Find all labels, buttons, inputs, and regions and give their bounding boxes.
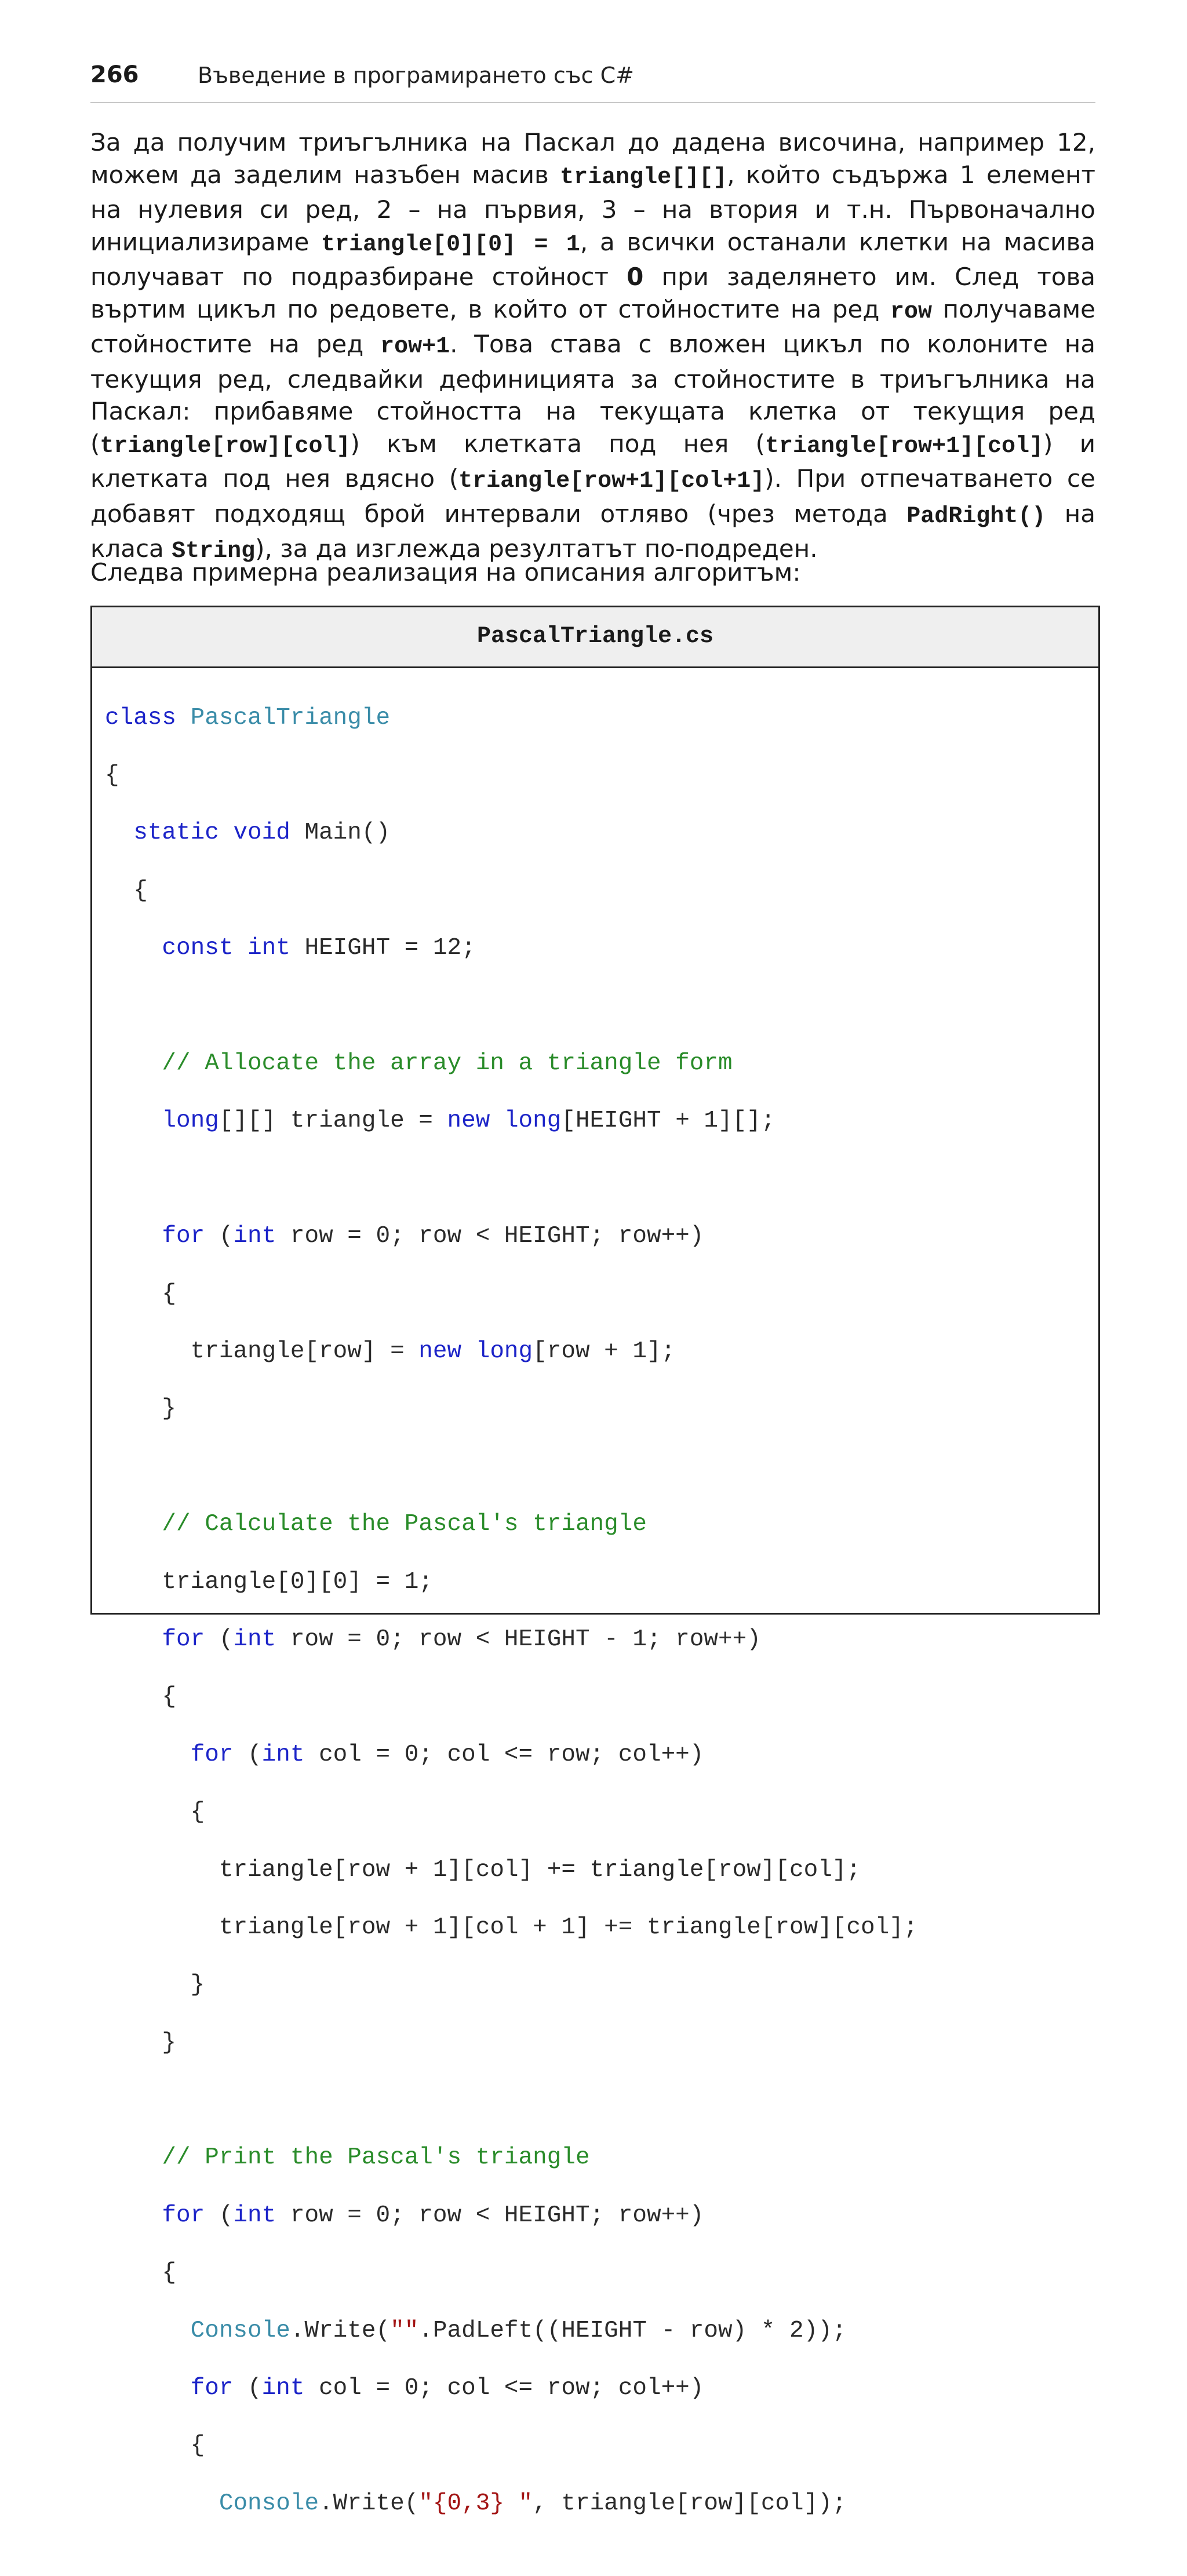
code-line: for (int col = 0; col <= row; col++) — [190, 2375, 704, 2402]
code-line: { — [162, 2260, 177, 2287]
code-line: class PascalTriangle — [105, 704, 391, 731]
code-line: triangle[0][0] = 1; — [162, 1568, 433, 1595]
text-line: За да получим триъгълника на Паскал до дадена височина, например 12, — [90, 128, 1095, 156]
text-line: получават по подразбиране стойност 0 при заделянето им. След това — [90, 263, 1095, 291]
bold-value: 0 — [627, 263, 644, 291]
code-line: for (int row = 0; row < HEIGHT - 1; row++) — [162, 1626, 761, 1653]
text-line: класа String), за да изглежда резултатът по-подреден. — [90, 534, 818, 564]
code-line: for (int row = 0; row < HEIGHT; row++) — [162, 2202, 704, 2229]
inline-code: triangle[0][0] = 1 — [321, 231, 580, 258]
text-line: на нулевия си ред, 2 – на първия, 3 – на втория и т.н. Първоначално — [90, 195, 1095, 224]
inline-code: row — [890, 298, 932, 325]
code-line: } — [190, 1972, 205, 1999]
page-number: 266 — [90, 61, 139, 88]
code-line: // Allocate the array in a triangle form — [162, 1050, 733, 1077]
lead-sentence: Следва примерна реализация на описания алгоритъм: — [90, 558, 801, 586]
code-line: // Print the Pascal's triangle — [162, 2144, 590, 2171]
code-line: // Calculate the Pascal's triangle — [162, 1511, 647, 1538]
code-line — [105, 1453, 1098, 1482]
code-line: triangle[row + 1][col] += triangle[row][col]; — [219, 1856, 861, 1883]
code-line: triangle[row + 1][col + 1] += triangle[row][col]; — [219, 1914, 918, 1941]
code-body — [92, 668, 1098, 2576]
code-line: } — [162, 2029, 177, 2056]
inline-code: triangle[row][col] — [100, 433, 351, 460]
code-line: { — [162, 1684, 177, 1711]
inline-code: triangle[][] — [560, 164, 727, 191]
body-paragraph — [90, 126, 1095, 568]
inline-code: triangle[row+1][col] — [764, 433, 1044, 460]
text-line: Паскал: прибавяме стойността на текущата клетка от текущия ред — [90, 397, 1095, 425]
book-title: Въведение в програмирането със C# — [198, 63, 634, 88]
page-header — [90, 58, 1095, 103]
inline-code: row+1 — [380, 334, 450, 360]
code-line: Console.Write("".PadLeft((HEIGHT - row) * 2)); — [190, 2317, 847, 2344]
text-line: въртим цикъл по редовете, в който от стойностите на ред row получаваме — [90, 294, 1095, 325]
inline-code: String — [172, 538, 256, 564]
inline-code: triangle[row+1][col+1] — [458, 468, 765, 494]
text-line: текущия ред, следвайки дефиницията за стойностите в триъгълника на — [90, 365, 1095, 393]
code-line — [105, 1165, 1098, 1194]
text-line: инициализираме triangle[0][0] = 1, а всички останали клетки на масива — [90, 227, 1095, 258]
text-line: стойностите на ред row+1. Това става с вложен цикъл по колоните на — [90, 330, 1095, 360]
text-line: (triangle[row][col]) към клетката под нея (triangle[row+1][col]) и — [90, 429, 1095, 460]
code-line: for (int row = 0; row < HEIGHT; row++) — [162, 1223, 704, 1250]
code-line: { — [105, 762, 119, 789]
code-listing — [90, 606, 1100, 2517]
code-line: long[][] triangle = new long[HEIGHT + 1][]; — [162, 1107, 775, 1135]
code-line: } — [162, 1396, 177, 1423]
code-line: { — [190, 1799, 205, 1826]
code-line: { — [190, 2432, 205, 2460]
code-line — [105, 2086, 1098, 2115]
code-line: static void Main() — [133, 819, 391, 847]
code-line: { — [133, 877, 148, 904]
code-line: for (int col = 0; col <= row; col++) — [190, 1741, 704, 1768]
code-listing-title: PascalTriangle.cs — [92, 607, 1098, 668]
code-line: triangle[row] = new long[row + 1]; — [190, 1338, 676, 1365]
code-line: { — [162, 1280, 177, 1307]
code-line — [105, 992, 1098, 1021]
text-line: клетката под нея вдясно (triangle[row+1][col+1]). При отпечатването се — [90, 464, 1095, 494]
inline-code: PadRight() — [906, 503, 1046, 530]
text-line: можем да заделим назъбен масив triangle[][], който съдържа 1 елемент — [90, 160, 1096, 191]
code-line: const int HEIGHT = 12; — [162, 935, 476, 962]
text-line: добавят подходящ брой интервали отляво (чрез метода PadRight() на — [90, 499, 1095, 530]
code-line: Console.Write("{0,3} ", triangle[row][col]); — [219, 2490, 847, 2517]
